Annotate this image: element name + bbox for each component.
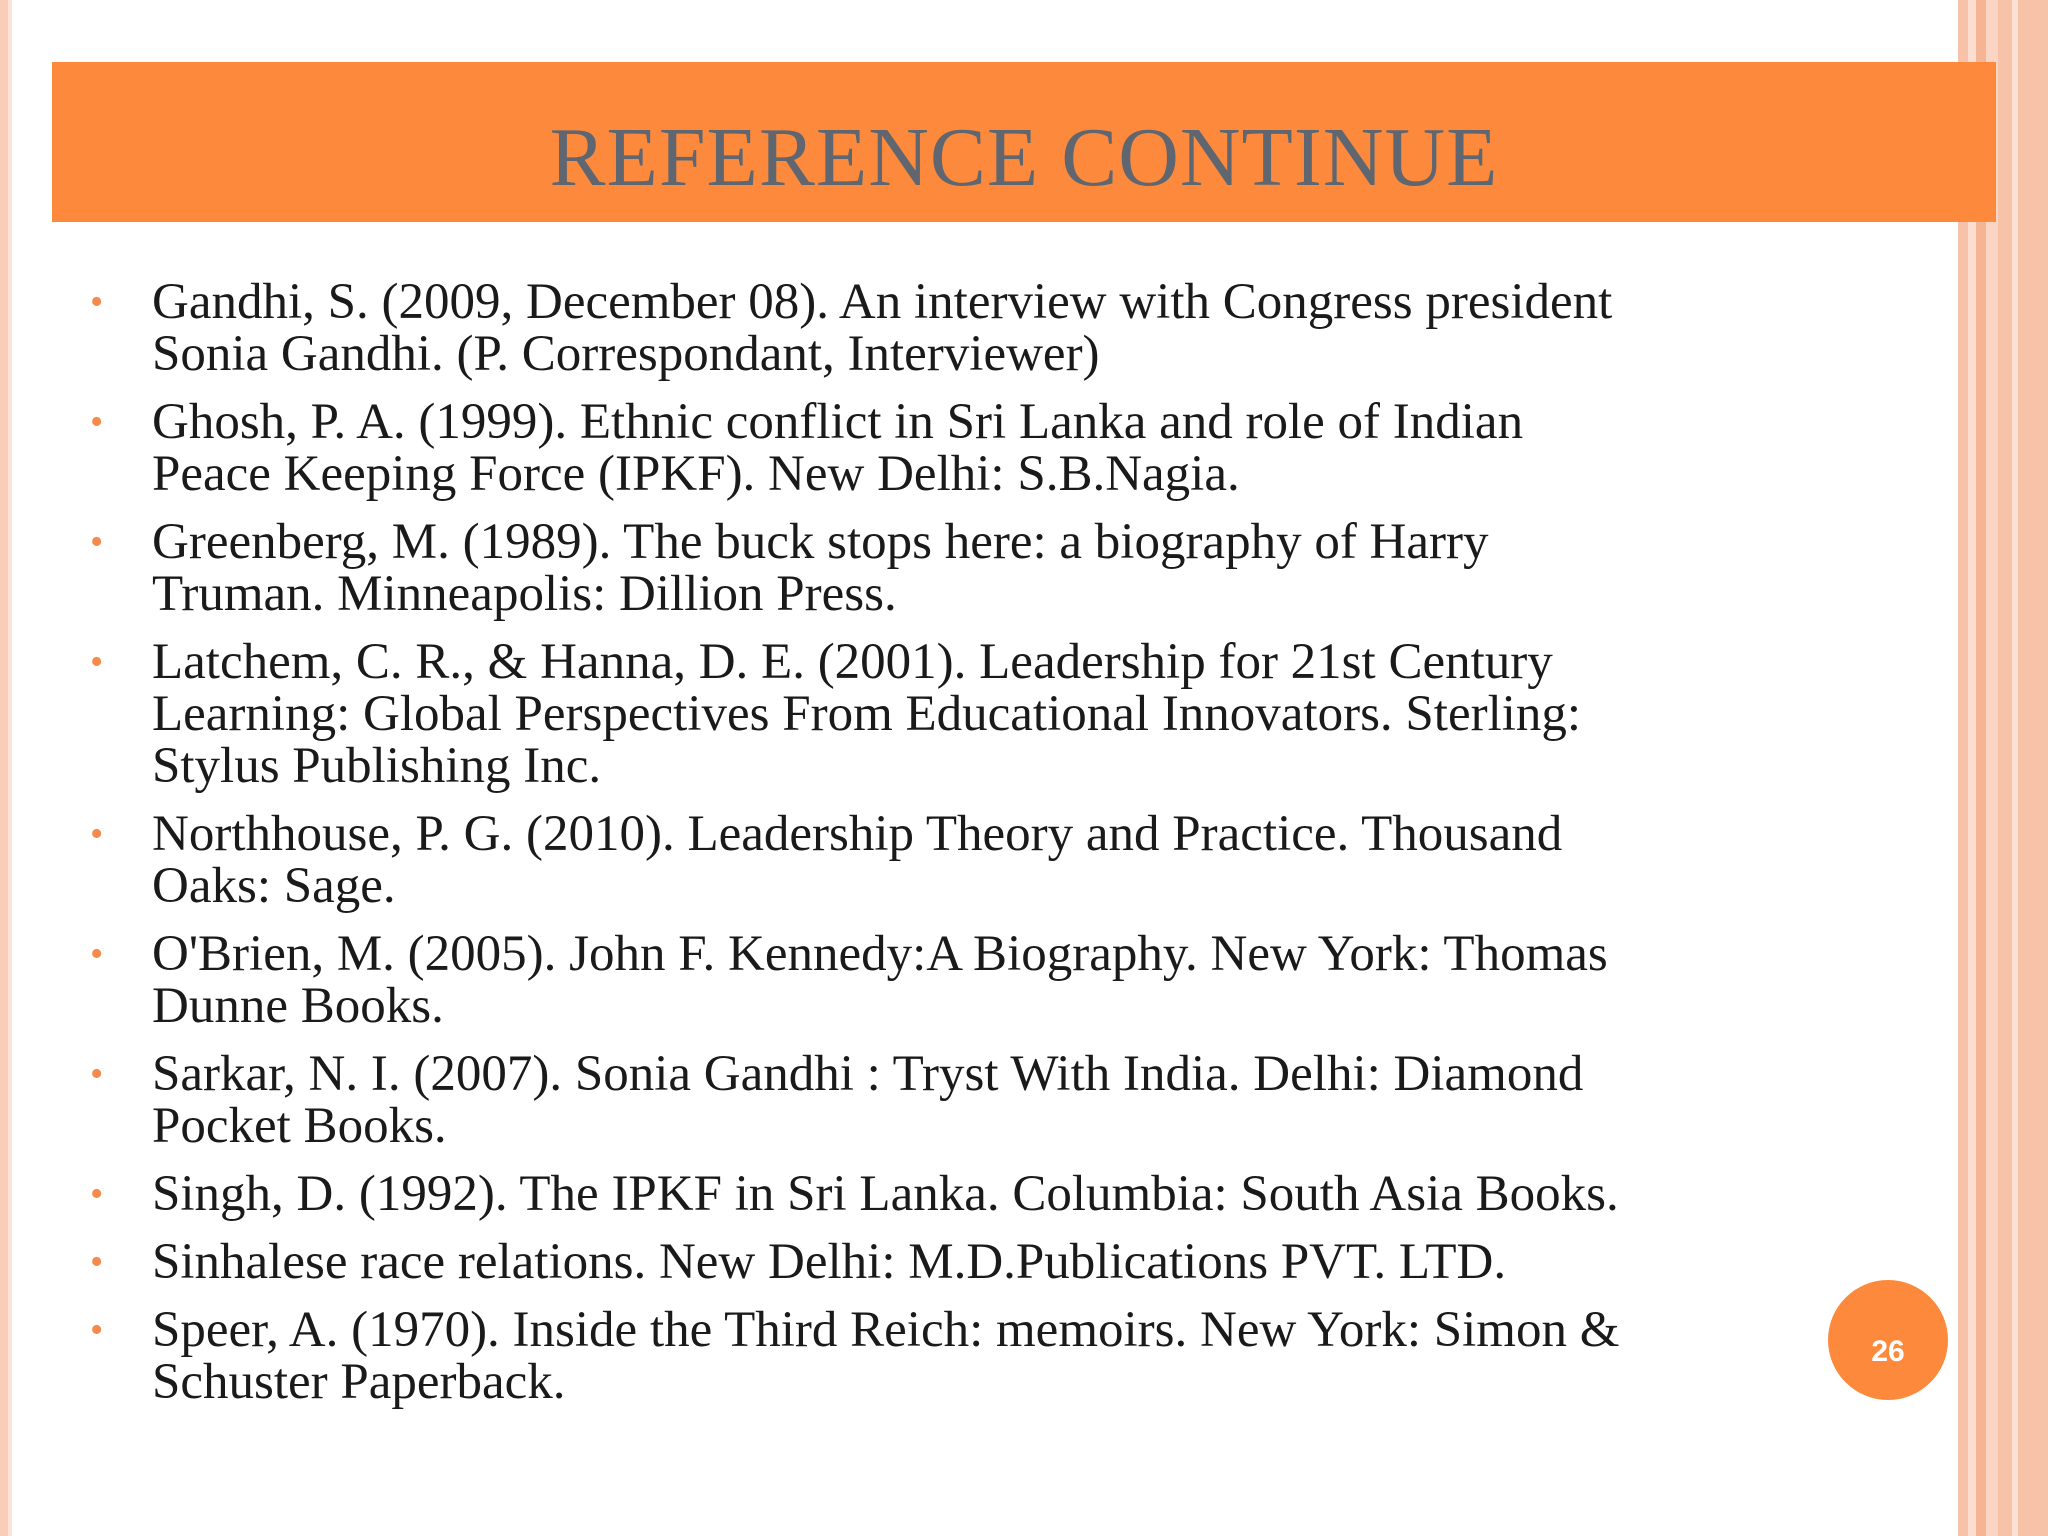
reference-line: Stylus Publishing Inc. (152, 738, 602, 794)
slide-title: REFERENCE CONTINUE (549, 111, 1499, 204)
right-border-strip-2 (1968, 0, 1976, 1536)
bullet-icon: • (90, 521, 104, 563)
reference-line: Greenberg, M. (1989). The buck stops here: a biography of Harry (152, 514, 1489, 570)
reference-item (90, 1304, 1950, 1408)
bullet-icon: • (90, 813, 104, 855)
reference-item (90, 396, 1950, 500)
right-border-strip-1 (1958, 0, 1968, 1536)
reference-item (90, 276, 1950, 380)
reference-line: Ghosh, P. A. (1999). Ethnic conflict in Sri Lanka and role of Indian (152, 394, 1524, 450)
reference-item (90, 636, 1950, 792)
right-border-strip-5 (1998, 0, 2048, 1536)
bullet-icon: • (90, 1173, 104, 1215)
reference-list (90, 276, 1950, 1424)
reference-line: Learning: Global Perspectives From Educational Innovators. Sterling: (152, 686, 1582, 742)
reference-line: Sarkar, N. I. (2007). Sonia Gandhi : Tryst With India. Delhi: Diamond (152, 1046, 1584, 1102)
reference-line: Oaks: Sage. (152, 858, 396, 914)
reference-line: Pocket Books. (152, 1098, 447, 1154)
reference-line: Gandhi, S. (2009, December 08). An interview with Congress president (152, 274, 1613, 330)
bullet-icon: • (90, 933, 104, 975)
reference-line: Northhouse, P. G. (2010). Leadership Theory and Practice. Thousand (152, 806, 1563, 862)
left-border-strip (0, 0, 8, 1536)
reference-line: Sinhalese race relations. New Delhi: M.D.Publications PVT. LTD. (152, 1234, 1507, 1290)
reference-item (90, 928, 1950, 1032)
reference-item (90, 1168, 1950, 1220)
reference-line: Sonia Gandhi. (P. Correspondant, Interviewer) (152, 326, 1100, 382)
bullet-icon: • (90, 1053, 104, 1095)
bullet-icon: • (90, 1309, 104, 1351)
reference-line: Truman. Minneapolis: Dillion Press. (152, 566, 897, 622)
reference-line: Dunne Books. (152, 978, 444, 1034)
right-border-strip-4 (1986, 0, 1998, 1536)
right-border-line (2012, 0, 2018, 1536)
right-border-strip-3 (1976, 0, 1986, 1536)
reference-line: Latchem, C. R., & Hanna, D. E. (2001). Leadership for 21st Century (152, 634, 1553, 690)
reference-line: Schuster Paperback. (152, 1354, 566, 1410)
left-border-inner-strip (8, 0, 12, 1536)
title-bar (52, 62, 1996, 222)
bullet-icon: • (90, 281, 104, 323)
page-number-badge: 26 (1828, 1280, 1948, 1400)
reference-line: Singh, D. (1992). The IPKF in Sri Lanka. Columbia: South Asia Books. (152, 1166, 1619, 1222)
reference-item (90, 1236, 1950, 1288)
reference-line: Speer, A. (1970). Inside the Third Reich: memoirs. New York: Simon & (152, 1302, 1620, 1358)
reference-item (90, 516, 1950, 620)
bullet-icon: • (90, 641, 104, 683)
reference-item (90, 808, 1950, 912)
reference-line: O'Brien, M. (2005). John F. Kennedy:A Biography. New York: Thomas (152, 926, 1608, 982)
reference-line: Peace Keeping Force (IPKF). New Delhi: S.B.Nagia. (152, 446, 1240, 502)
reference-item (90, 1048, 1950, 1152)
bullet-icon: • (90, 1241, 104, 1283)
bullet-icon: • (90, 401, 104, 443)
